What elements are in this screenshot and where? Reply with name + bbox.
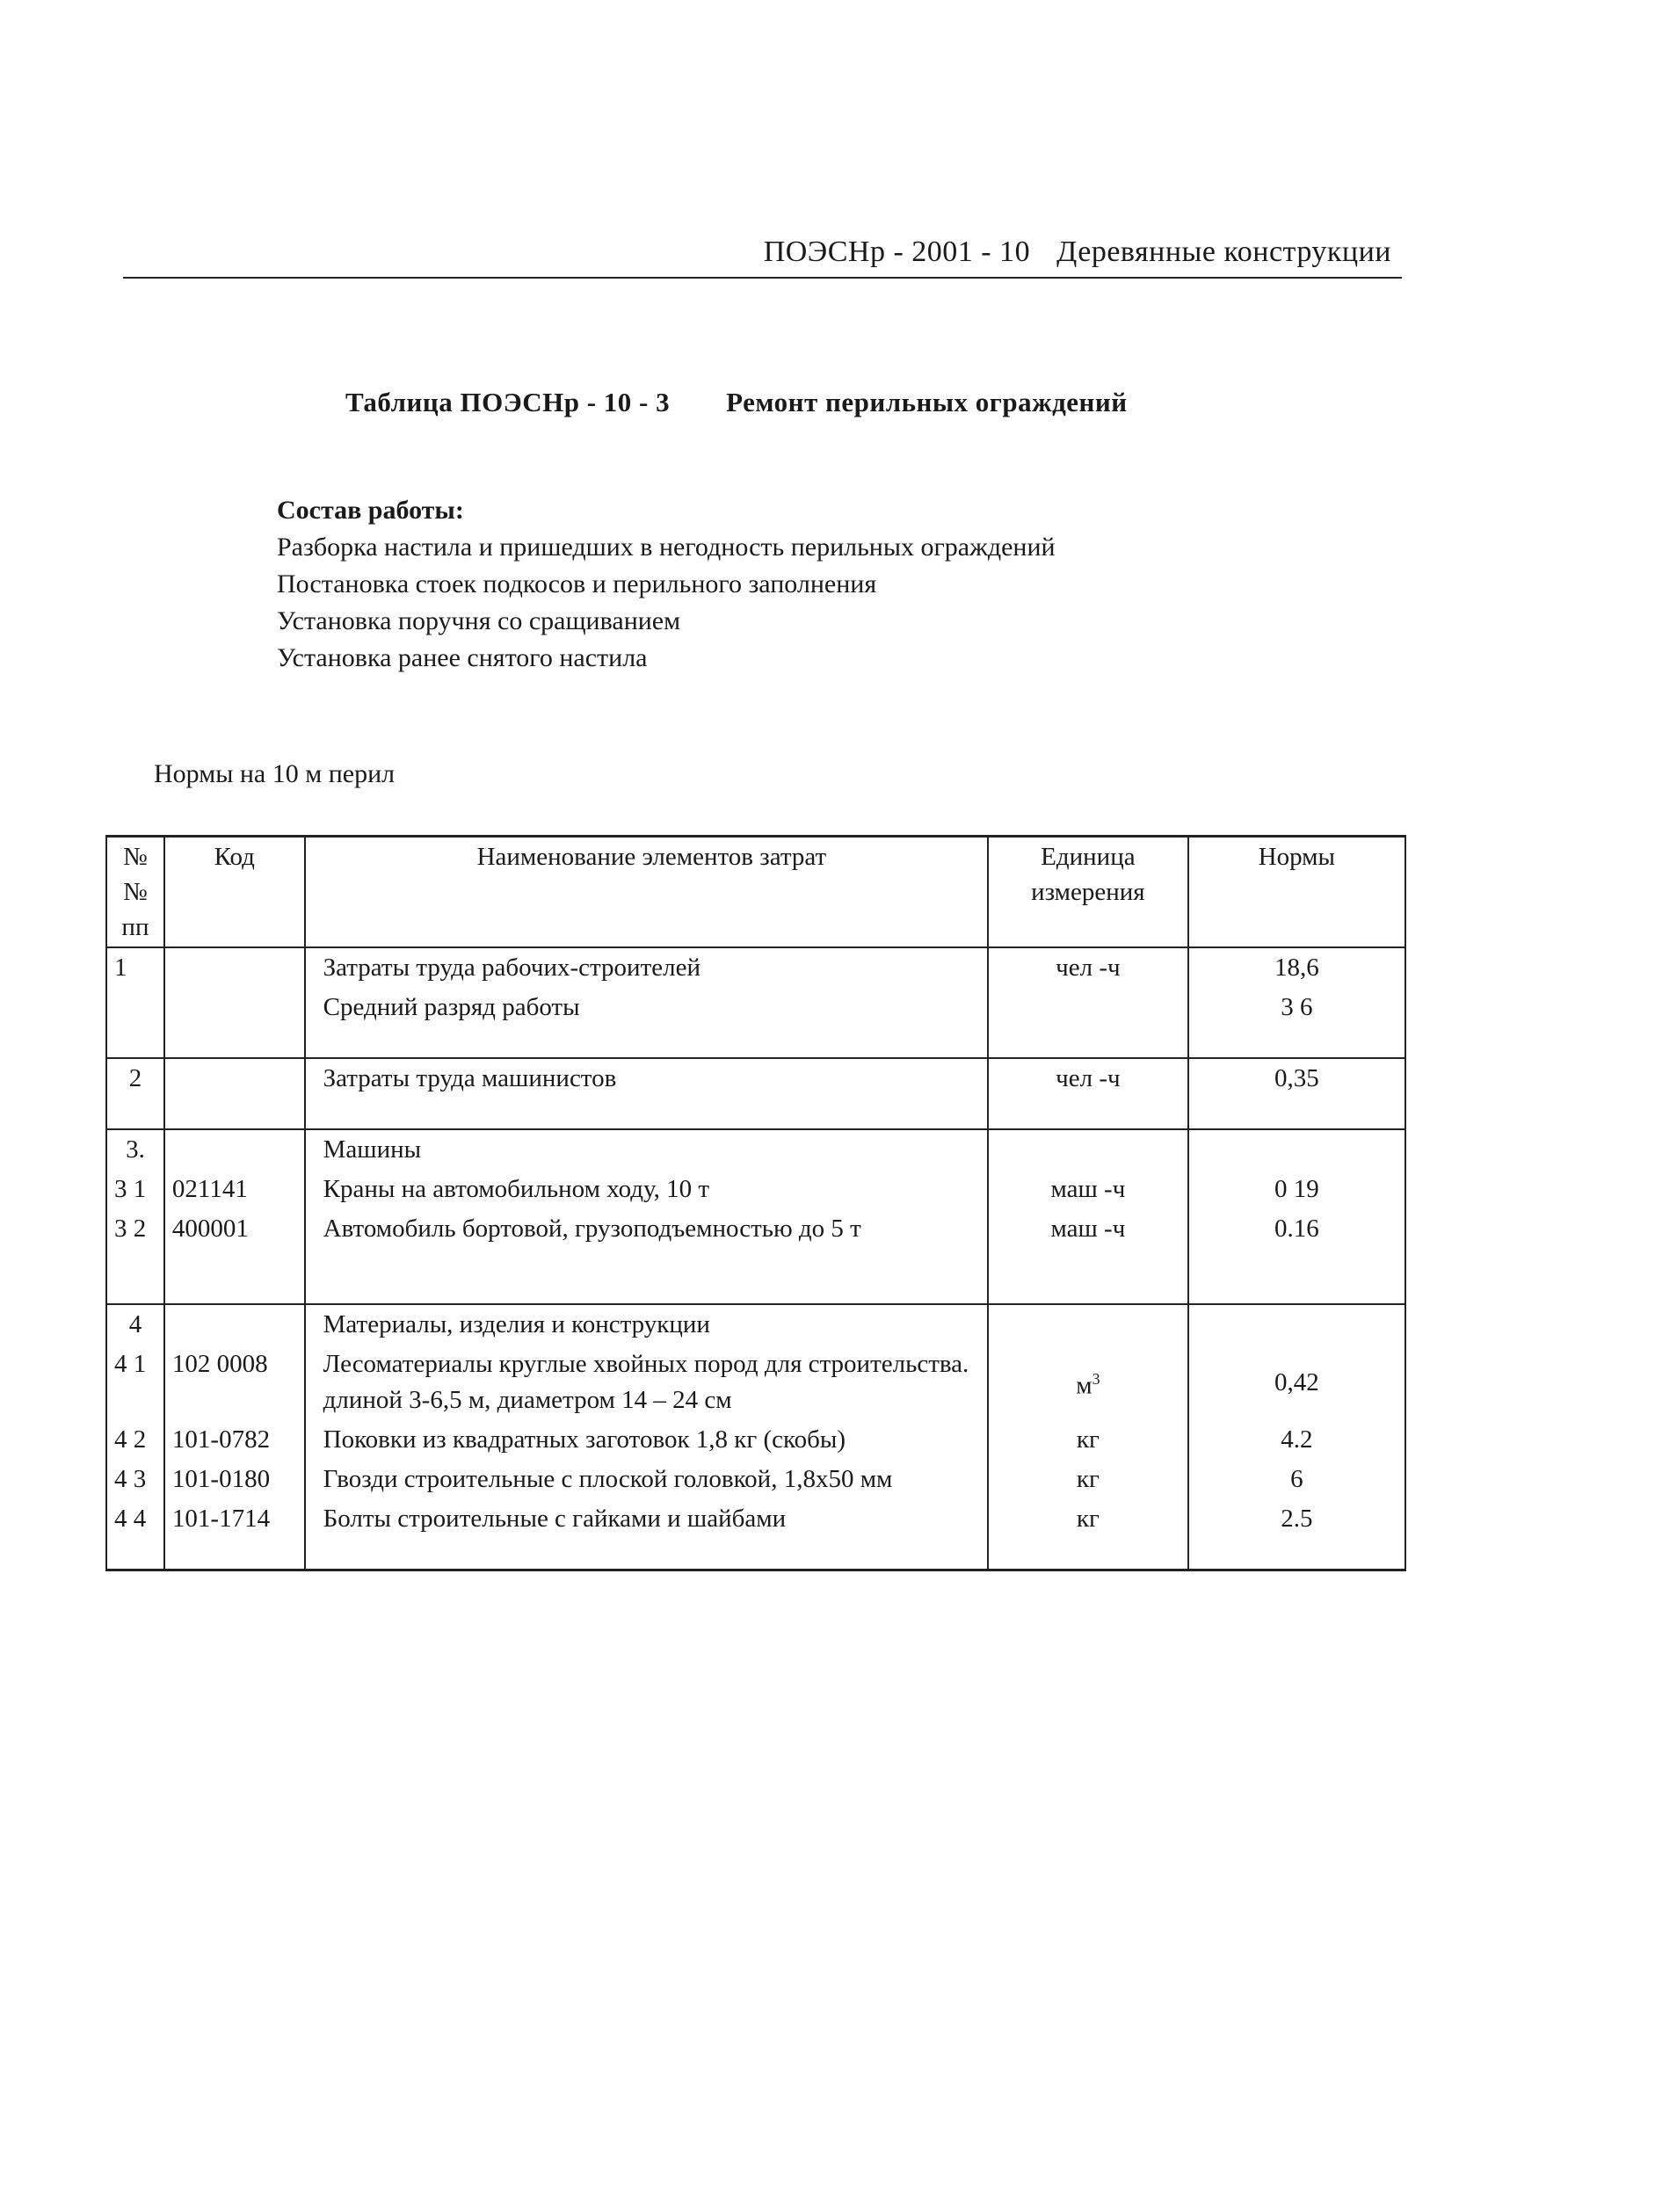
cell-num: 3 1 (106, 1170, 164, 1209)
work-item: Установка ранее снятого настила (277, 643, 648, 672)
cell-norm: 0,35 (1188, 1058, 1405, 1099)
cell-code: 101-0180 (164, 1460, 305, 1499)
cell-name: Материалы, изделия и конструкции (305, 1304, 988, 1345)
cell-norm: 3 6 (1188, 988, 1405, 1027)
cell-name: Краны на автомобильном ходу, 10 т (305, 1170, 988, 1209)
cell-unit: маш -ч (988, 1209, 1188, 1249)
cell-unit: кг (988, 1460, 1188, 1499)
cell-norm: 2.5 (1188, 1499, 1405, 1539)
cell-name: Машины (305, 1129, 988, 1170)
header-name: Наименование элементов затрат (305, 837, 988, 948)
cell-unit (988, 1345, 1188, 1420)
table-spacer-row (106, 1027, 1405, 1058)
unit-base: м (1076, 1371, 1092, 1400)
norms-note: Нормы на 10 м перил (154, 759, 396, 788)
cell-unit: кг (988, 1420, 1188, 1460)
cell-norm: 6 (1188, 1460, 1405, 1499)
cell-code (164, 947, 305, 988)
unit-superscript: 3 (1092, 1369, 1100, 1388)
table-title-name: Ремонт перильных ограждений (726, 387, 1128, 417)
cell-code (164, 1129, 305, 1170)
table-row (106, 1170, 1405, 1209)
cell-unit (988, 1304, 1188, 1345)
cell-norm: 0,42 (1188, 1345, 1405, 1420)
cell-num: 4 (106, 1304, 164, 1345)
cell-norm (1188, 1129, 1405, 1170)
cell-norm: 4.2 (1188, 1420, 1405, 1460)
work-item: Разборка настила и пришедших в негодность перильных ограждений (277, 533, 1056, 562)
cell-num: 1 (106, 947, 164, 988)
cell-num: 4 3 (106, 1460, 164, 1499)
cell-code: 101-1714 (164, 1499, 305, 1539)
header-section: Деревянные конструкции (1056, 236, 1391, 268)
cell-name: Болты строительные с гайками и шайбами (305, 1499, 988, 1539)
work-item: Постановка стоек подкосов и перильного заполнения (277, 569, 877, 598)
table-row (106, 1058, 1405, 1099)
cell-code (164, 988, 305, 1027)
cell-norm: 18,6 (1188, 947, 1405, 988)
cell-norm: 0.16 (1188, 1209, 1405, 1249)
header-rule (123, 277, 1402, 279)
cell-code (164, 1304, 305, 1345)
cell-code: 021141 (164, 1170, 305, 1209)
table-row (106, 1345, 1405, 1420)
table-row (106, 1460, 1405, 1499)
cell-unit (988, 1129, 1188, 1170)
table-row (106, 1499, 1405, 1539)
work-item: Установка поручня со сращиванием (277, 606, 681, 635)
header-norm: Нормы (1188, 837, 1405, 948)
cell-name: Затраты труда рабочих-строителей (305, 947, 988, 988)
header-unit: Единица измерения (988, 837, 1188, 948)
cell-unit: маш -ч (988, 1170, 1188, 1209)
table-row (106, 1209, 1405, 1249)
norms-table (105, 835, 1406, 1571)
cell-num: 2 (106, 1058, 164, 1099)
cell-code: 101-0782 (164, 1420, 305, 1460)
cell-num: 3. (106, 1129, 164, 1170)
cell-norm (1188, 1304, 1405, 1345)
cell-unit: чел -ч (988, 1058, 1188, 1099)
table-row (106, 1304, 1405, 1345)
table-row (106, 1129, 1405, 1170)
table-header-row (106, 837, 1405, 948)
work-composition-heading: Состав работы: (277, 496, 464, 525)
header-doc-code: ПОЭСНр - 2001 - 10 (763, 236, 1031, 268)
cell-code: 102 0008 (164, 1345, 305, 1420)
table-row (106, 988, 1405, 1027)
table-row (106, 1420, 1405, 1460)
cell-num: 4 4 (106, 1499, 164, 1539)
table-spacer-row (106, 1539, 1405, 1570)
cell-name: Поковки из квадратных заготовок 1,8 кг (скобы) (305, 1420, 988, 1460)
cell-num: 3 2 (106, 1209, 164, 1249)
header-code: Код (164, 837, 305, 948)
cell-norm: 0 19 (1188, 1170, 1405, 1209)
cell-name: Затраты труда машинистов (305, 1058, 988, 1099)
table-spacer-row (106, 1099, 1405, 1129)
header-num: №№ пп (106, 837, 164, 948)
table-row (106, 947, 1405, 988)
cell-unit: кг (988, 1499, 1188, 1539)
cell-num (106, 988, 164, 1027)
table-spacer-row (106, 1249, 1405, 1304)
table-title-label: Таблица ПОЭСНр - 10 - 3 (345, 387, 671, 417)
cell-unit (988, 988, 1188, 1027)
cell-name: Средний разряд работы (305, 988, 988, 1027)
cell-name: Автомобиль бортовой, грузоподъемностью до 5 т (305, 1209, 988, 1249)
cell-name: Лесоматериалы круглые хвойных пород для строительства. длиной 3-6,5 м, диаметром 14 – 24 см (305, 1345, 988, 1420)
running-header (764, 236, 1391, 269)
cell-name: Гвозди строительные с плоской головкой, 1,8х50 мм (305, 1460, 988, 1499)
cell-code (164, 1058, 305, 1099)
cell-code: 400001 (164, 1209, 305, 1249)
cell-num: 4 1 (106, 1345, 164, 1420)
table-title (345, 387, 1128, 418)
cell-unit: чел -ч (988, 947, 1188, 988)
cell-num: 4 2 (106, 1420, 164, 1460)
work-composition (277, 492, 1056, 677)
